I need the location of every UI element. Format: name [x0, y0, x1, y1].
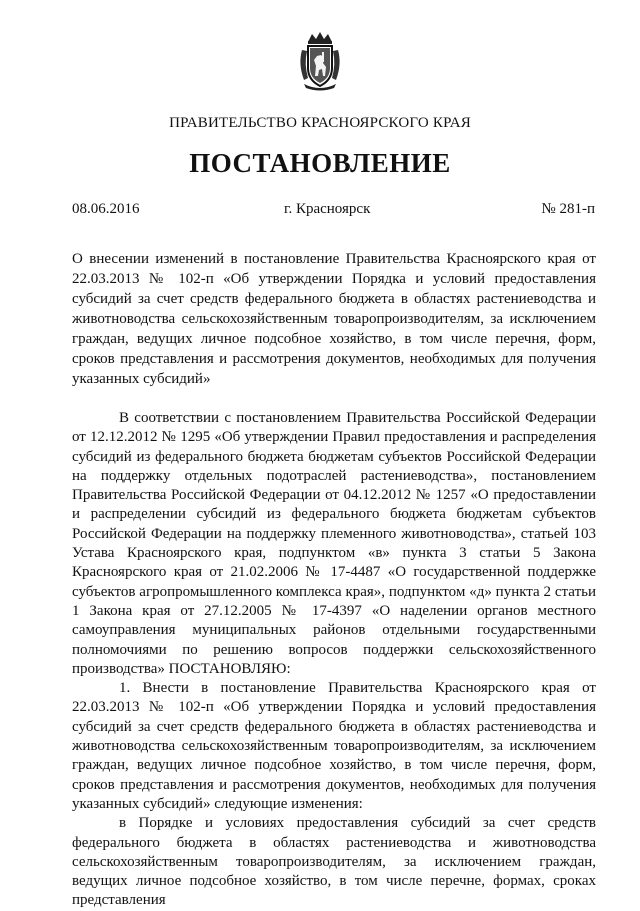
document-subject: О внесении изменений в постановление Правительства Красноярского края от 22.03.2013 № 102-п «Об утверждении Порядка и условий предоставления субсидий за счет средств федерального бюджета в областях растениеводства и животноводства сельскохозяйственным товаропроизводителям, за исключением граждан, ведущих личное подсобное хозяйство, в том числе перечня, форм, сроков представления и рассмотрения документов, необходимых для получения указанных субсидий» — [72, 251, 596, 387]
document-body — [72, 409, 596, 911]
krasnoyarsk-coat-of-arms-icon — [296, 30, 344, 92]
document-date: 08.06.2016 — [72, 201, 140, 217]
document-meta — [72, 201, 595, 221]
document-type-title: ПОСТАНОВЛЕНИЕ — [189, 148, 451, 178]
document-city: г. Красноярск — [284, 201, 371, 217]
body-item-1-subitem: в Порядке и условиях предоставления субсидий за счет средств федерального бюджета в областях растениеводства и животноводства сельскохозяйственным товаропроизводителям, за исключением граждан, ведущих личное подсобное хозяйство, в том числе перечне, формах, сроках представления — [72, 815, 596, 909]
organization-name: ПРАВИТЕЛЬСТВО КРАСНОЯРСКОГО КРАЯ — [169, 115, 471, 131]
body-preamble: В соответствии с постановлением Правительства Российской Федерации от 12.12.2012 № 1295 «Об утверждении Правил предоставления и распределения субсидий из федерального бюджета бюджетам субъектов Российской Федерации на поддержку отдельных подотраслей растениеводства», постановлением Правительства Российской Федерации от 04.12.2012 № 1257 «О предоставлении и распределении субсидий из федерального бюджета бюджетам субъектов Российской Федерации на поддержку племенного животноводства», статьей 103 Устава Красноярского края, подпунктом «в» пункта 3 статьи 5 Закона Красноярского края от 21.02.2006 № 17-4487 «О государственной поддержке субъектов агропромышленного комплекса края», подпунктом «д» пункта 2 статьи 1 Закона края от 27.12.2005 № 17-4397 «О наделении органов местного самоуправления муниципальных районов отдельными государственными полномочиями по решению вопросов поддержки сельскохозяйственного производства» ПОСТАНОВЛЯЮ: — [72, 410, 596, 677]
document-number: № 281-п — [541, 201, 595, 217]
body-item-1: 1. Внести в постановление Правительства Красноярского края от 22.03.2013 № 102-п «Об утверждении Порядка и условий предоставления субсидий за счет средств федерального бюджета в областях растениеводства и животноводства сельскохозяйственным товаропроизводителям, за исключением граждан, ведущих личное подсобное хозяйство, в том числе перечня, форм, сроков представления и рассмотрения документов, необходимых для получения указанных субсидий» следующие изменения: — [72, 680, 596, 812]
